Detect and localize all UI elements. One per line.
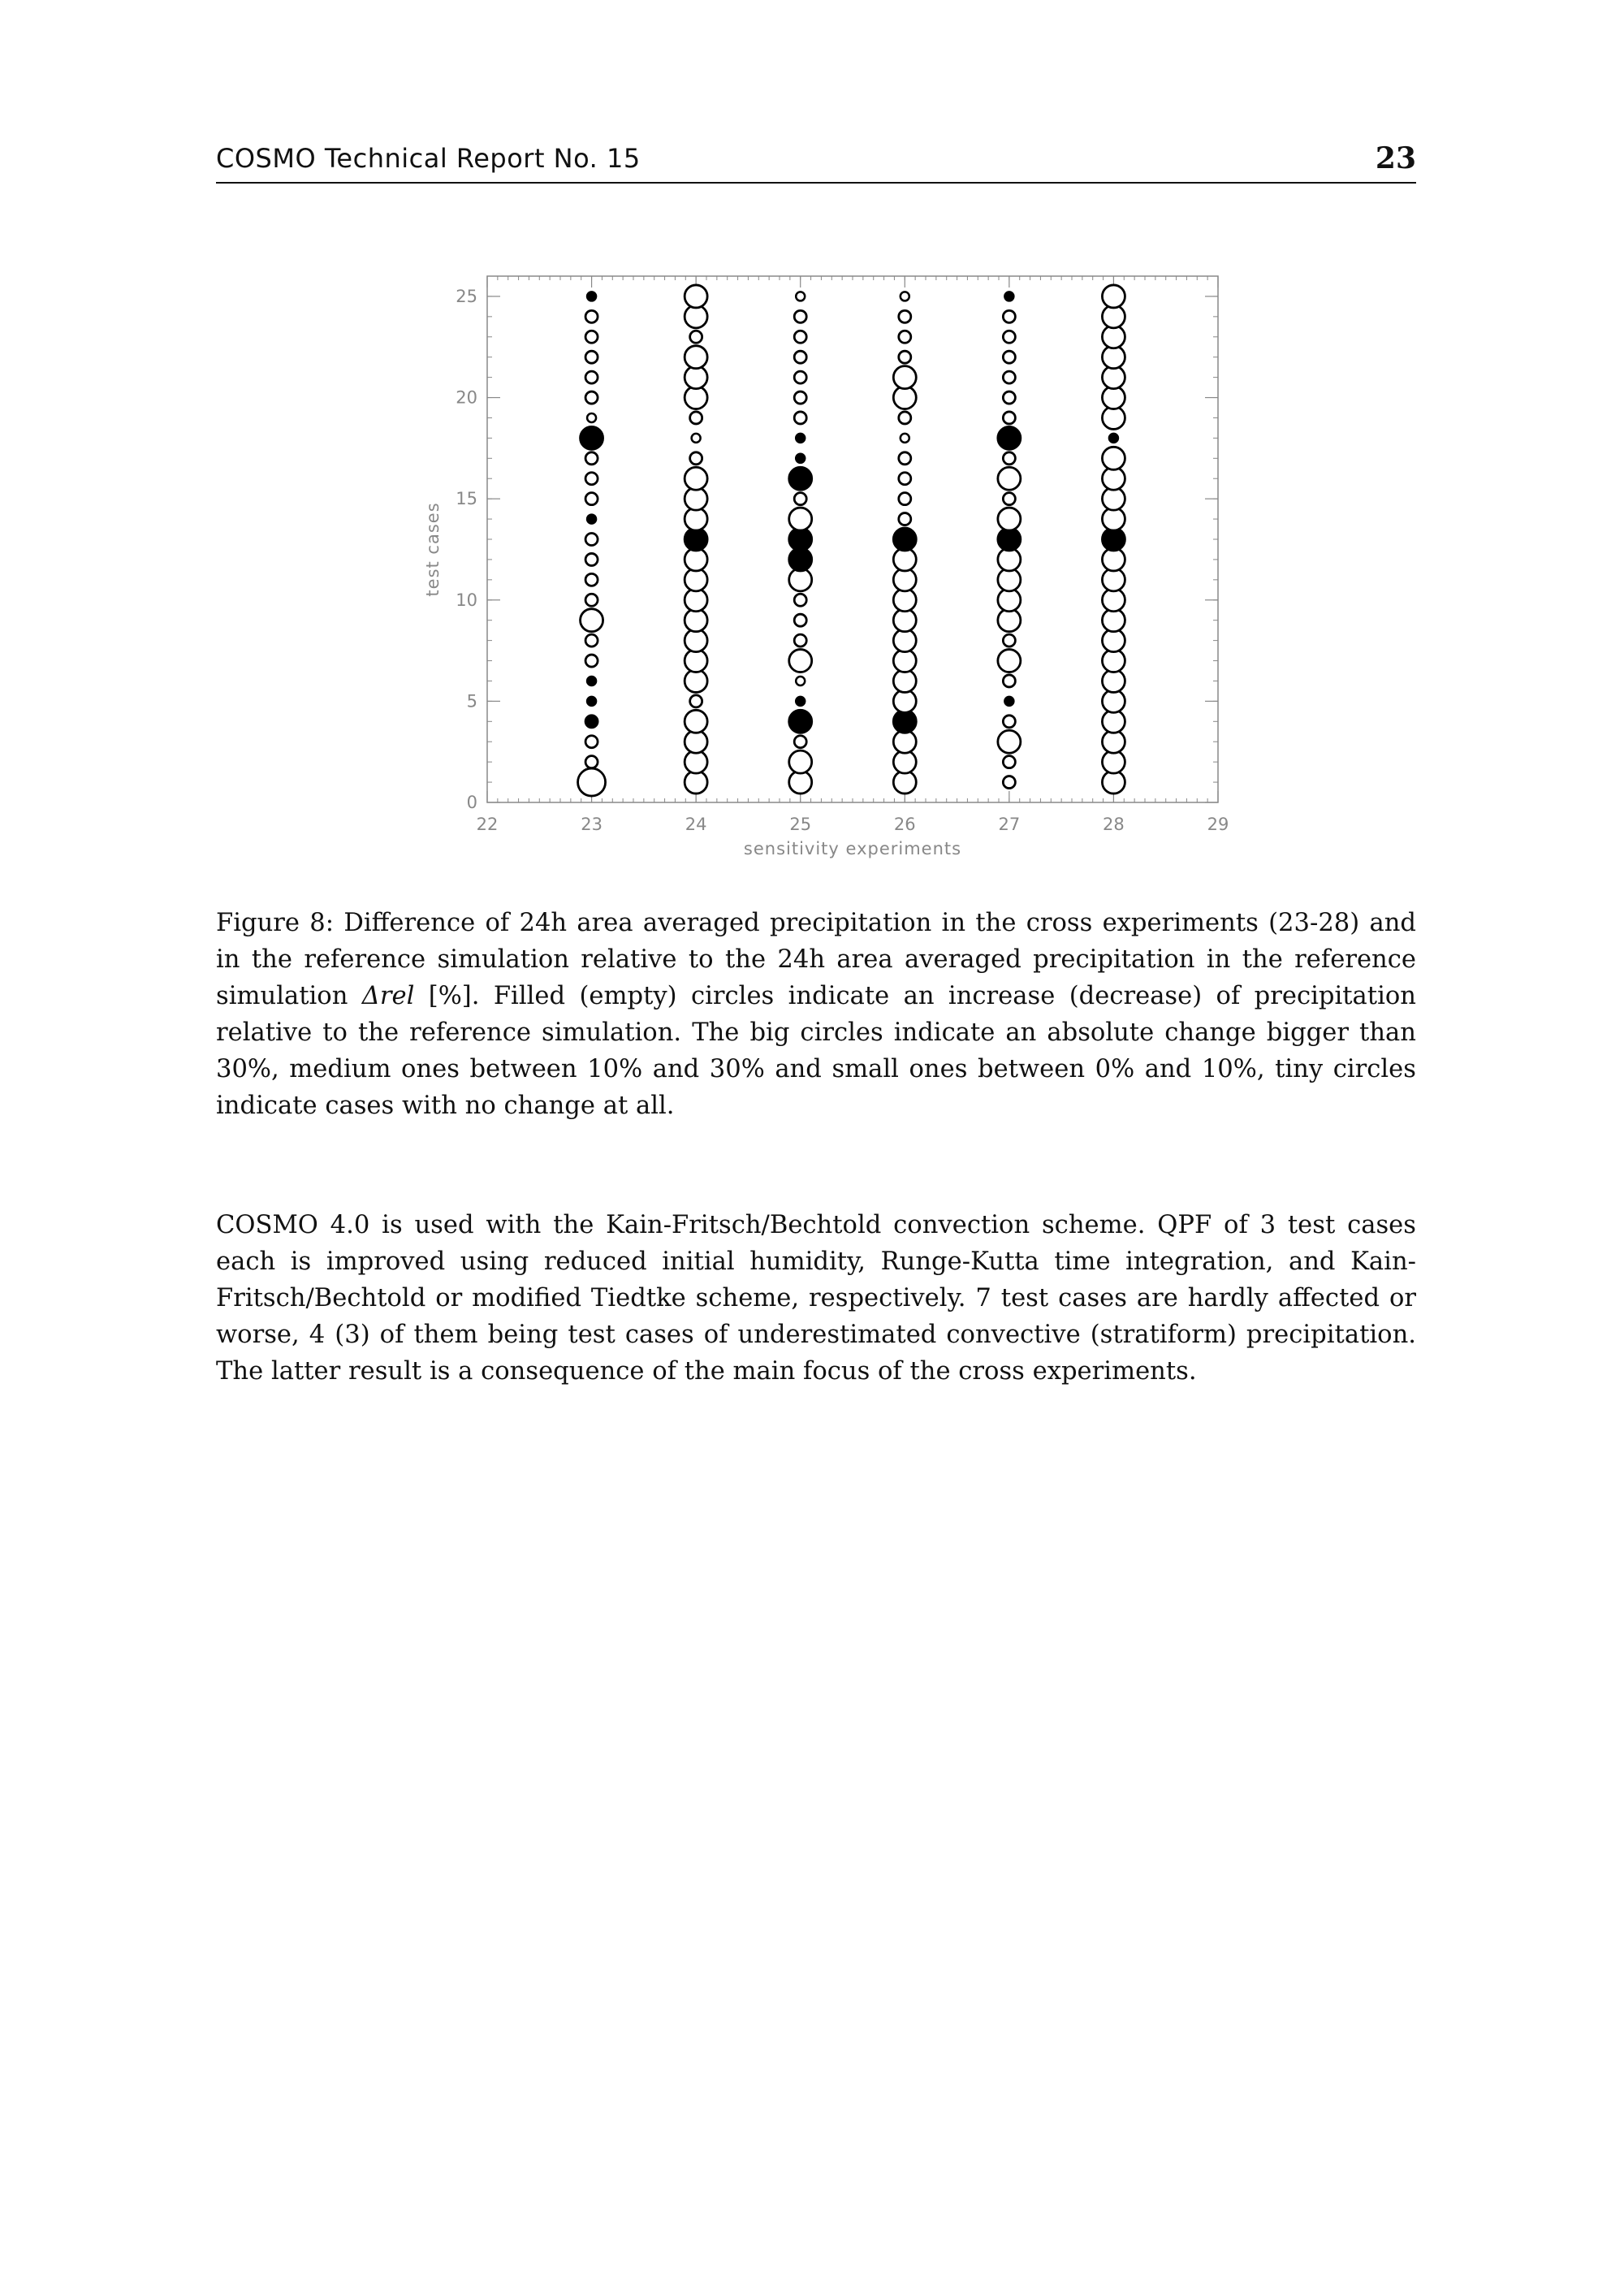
data-point-exp25-case5	[796, 697, 805, 706]
data-point-exp25-case18	[796, 434, 805, 443]
data-point-exp25-case3	[794, 736, 806, 748]
x-tick-label: 28	[1103, 815, 1125, 834]
x-tick-label: 26	[893, 815, 916, 834]
page-header	[216, 143, 1416, 184]
body-line: The latter result is a consequence of the main focus of the cross experiments.	[216, 1357, 1197, 1386]
figure-caption	[216, 905, 1416, 1124]
data-point-exp26-case19	[899, 412, 911, 424]
x-tick-label: 29	[1207, 815, 1229, 834]
x-tick-label: 25	[789, 815, 812, 834]
data-point-exp25-case21	[794, 371, 806, 383]
caption-line	[216, 978, 1416, 1014]
data-point-exp23-case18	[581, 426, 603, 449]
data-point-exp25-case16	[789, 467, 812, 490]
data-point-exp25-case25	[796, 292, 805, 301]
data-point-exp24-case5	[690, 695, 702, 707]
sensitivity-chart	[406, 260, 1259, 861]
data-point-exp26-case22	[899, 351, 911, 363]
data-point-exp27-case15	[1003, 493, 1015, 505]
data-point-exp26-case15	[899, 493, 911, 505]
data-point-exp23-case23	[585, 331, 598, 343]
data-point-exp23-case4	[585, 716, 598, 728]
data-point-exp23-case7	[585, 655, 598, 667]
data-point-exp24-case23	[690, 331, 702, 343]
data-point-exp26-case17	[899, 452, 911, 465]
data-point-exp27-case18	[998, 426, 1021, 449]
data-point-exp23-case8	[585, 634, 598, 646]
data-point-exp25-case20	[794, 391, 806, 404]
data-point-exp23-case6	[587, 677, 596, 685]
body-line: Fritsch/Bechtold or modified Tiedtke scheme, respectively. 7 test cases are hardly affected or	[216, 1284, 1416, 1312]
data-point-exp27-case21	[1003, 371, 1015, 383]
report-title: COSMO Technical Report No. 15	[216, 143, 641, 174]
y-tick-label: 20	[456, 387, 477, 408]
data-point-exp24-case4	[685, 710, 707, 733]
data-point-exp27-case3	[998, 730, 1021, 753]
caption-line: 30%, medium ones between 10% and 30% and small ones between 0% and 10%, tiny circles	[216, 1055, 1416, 1083]
y-tick-label: 0	[466, 793, 477, 812]
data-point-exp26-case16	[899, 473, 911, 485]
body-line: worse, 4 (3) of them being test cases of underestimated convective (stratiform) precipitation.	[216, 1321, 1416, 1349]
data-point-exp23-case22	[585, 351, 598, 363]
data-point-exp27-case4	[1003, 716, 1015, 728]
data-point-exp23-case2	[585, 756, 598, 768]
data-point-exp24-case17	[690, 452, 702, 465]
data-point-exp25-case4	[789, 710, 812, 733]
data-point-exp27-case6	[1003, 675, 1015, 687]
data-point-exp27-case22	[1003, 351, 1015, 363]
data-point-exp27-case7	[998, 650, 1021, 672]
data-point-exp23-case1	[578, 768, 606, 796]
x-tick-label: 27	[998, 815, 1021, 834]
data-point-exp27-case14	[998, 508, 1021, 530]
data-point-exp25-case9	[794, 614, 806, 626]
x-axis-label: sensitivity experiments	[743, 839, 962, 858]
y-axis-label: test cases	[423, 502, 443, 597]
data-point-exp24-case16	[685, 467, 707, 490]
data-point-exp23-case19	[587, 413, 596, 422]
data-point-exp26-case21	[893, 366, 916, 389]
data-point-exp23-case12	[585, 553, 598, 565]
data-point-exp25-case23	[794, 331, 806, 343]
body-line: each is improved using reduced initial humidity, Runge-Kutta time integration, and Kain-	[216, 1247, 1416, 1276]
data-point-exp25-case14	[789, 508, 812, 530]
body-line: COSMO 4.0 is used with the Kain-Fritsch/Bechtold convection scheme. QPF of 3 test cases	[216, 1211, 1416, 1239]
caption-line: in the reference simulation relative to the 24h area averaged precipitation in the reference	[216, 945, 1416, 974]
data-point-exp24-case18	[692, 434, 701, 443]
data-point-exp24-case22	[685, 346, 707, 369]
data-point-exp23-case24	[585, 310, 598, 322]
data-point-exp24-case19	[690, 412, 702, 424]
data-point-exp26-case25	[901, 292, 909, 301]
y-tick-label: 15	[456, 489, 477, 509]
caption-line: relative to the reference simulation. The big circles indicate an absolute change bigger than	[216, 1018, 1416, 1047]
data-point-exp26-case23	[899, 331, 911, 343]
y-tick-label: 10	[456, 590, 477, 610]
data-point-exp23-case14	[587, 515, 596, 524]
data-point-exp23-case9	[581, 609, 603, 632]
data-point-exp25-case6	[796, 677, 805, 685]
caption-line: indicate cases with no change at all.	[216, 1092, 675, 1120]
data-point-exp25-case8	[794, 634, 806, 646]
data-point-exp23-case17	[585, 452, 598, 465]
data-point-exp28-case17	[1102, 447, 1125, 469]
data-point-exp23-case20	[585, 391, 598, 404]
data-point-exp23-case21	[585, 371, 598, 383]
data-point-exp26-case14	[899, 513, 911, 525]
data-point-exp25-case19	[794, 412, 806, 424]
x-tick-label: 23	[581, 815, 603, 834]
caption-text: simulation	[216, 982, 362, 1010]
data-point-exp23-case13	[585, 534, 598, 546]
delta-rel-symbol: Δrel	[361, 982, 415, 1010]
data-point-exp28-case25	[1102, 285, 1125, 308]
data-point-exp27-case24	[1003, 310, 1015, 322]
data-point-exp27-case5	[1004, 697, 1013, 706]
body-paragraph	[216, 1207, 1416, 1390]
data-point-exp27-case25	[1004, 292, 1013, 301]
data-point-exp27-case2	[1003, 756, 1015, 768]
data-point-exp25-case15	[794, 493, 806, 505]
data-point-exp25-case7	[789, 650, 812, 672]
data-point-exp27-case19	[1003, 412, 1015, 424]
data-point-exp27-case17	[1003, 452, 1015, 465]
data-point-exp25-case17	[796, 454, 805, 463]
data-point-exp25-case10	[794, 594, 806, 606]
data-point-exp26-case24	[899, 310, 911, 322]
page-number: 23	[1375, 141, 1416, 175]
data-point-exp23-case25	[587, 292, 596, 301]
data-point-exp24-case25	[685, 285, 707, 308]
data-point-exp23-case10	[585, 594, 598, 606]
data-point-exp27-case16	[998, 467, 1021, 490]
data-point-exp23-case11	[585, 573, 598, 586]
data-point-exp27-case23	[1003, 331, 1015, 343]
data-point-exp23-case16	[585, 473, 598, 485]
data-point-exp26-case18	[901, 434, 909, 443]
data-point-exp27-case1	[1003, 776, 1015, 789]
data-point-exp23-case3	[585, 736, 598, 748]
data-point-exp26-case13	[893, 528, 916, 551]
x-tick-label: 22	[476, 815, 499, 834]
y-tick-label: 25	[456, 286, 477, 306]
data-point-exp25-case24	[794, 310, 806, 322]
data-point-exp23-case15	[585, 493, 598, 505]
caption-text: [%]. Filled (empty) circles indicate an increase (decrease) of precipitation	[414, 982, 1416, 1010]
caption-line: Figure 8: Difference of 24h area averaged precipitation in the cross experiments (23-28) and	[216, 909, 1416, 937]
data-point-exp28-case18	[1109, 434, 1118, 443]
data-point-exp27-case8	[1003, 634, 1015, 646]
data-point-exp27-case20	[1003, 391, 1015, 404]
data-point-exp23-case5	[587, 697, 596, 706]
data-point-exp25-case22	[794, 351, 806, 363]
data-point-exp25-case2	[789, 750, 812, 773]
x-tick-label: 24	[685, 815, 707, 834]
y-tick-label: 5	[466, 691, 477, 711]
